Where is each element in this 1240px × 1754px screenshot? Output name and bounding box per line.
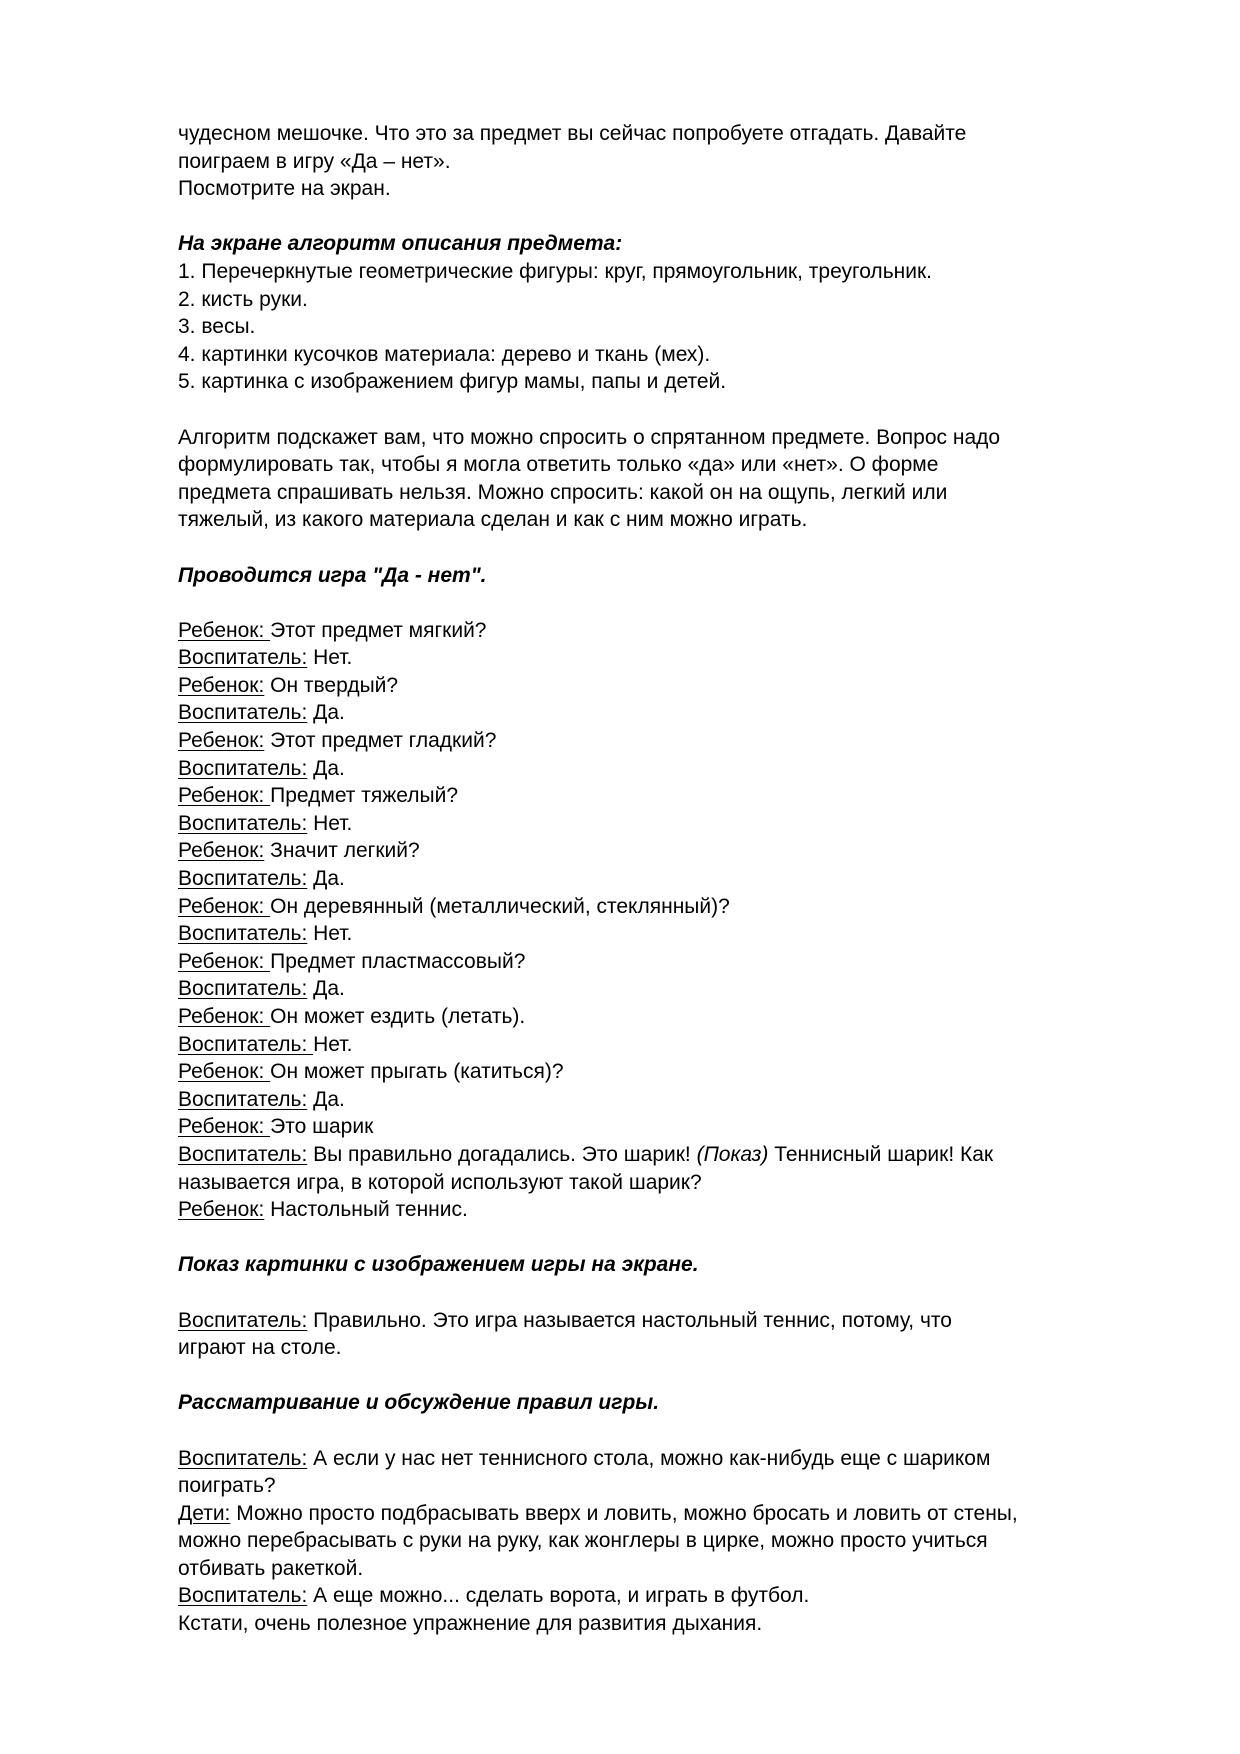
intro-paragraph <box>178 120 1158 203</box>
dialogue-line <box>178 1141 1158 1169</box>
dialogue-line <box>178 1500 1158 1528</box>
dialogue-text: Предмет пластмассовый? <box>270 949 526 973</box>
dialogue-text: Да. <box>307 1087 345 1111</box>
dialogue-text: Да. <box>307 756 345 780</box>
dialogue-text: А если у нас нет теннисного стола, можно как-нибудь еще с шариком <box>307 1446 991 1470</box>
speaker-label: Воспитатель: <box>178 1308 308 1332</box>
dialogue-text: Настольный теннис. <box>264 1198 468 1222</box>
text-line: Посмотрите на экран. <box>178 177 391 201</box>
list-item: 2. кисть руки. <box>178 287 308 311</box>
speaker-label: Воспитатель: <box>178 977 308 1001</box>
speaker-label: Ребенок: <box>178 839 265 863</box>
dialogue-line <box>178 948 1158 976</box>
dialogue-continuation: можно перебрасывать с руки на руку, как жонглеры в цирке, можно просто учиться <box>178 1529 988 1553</box>
dialogue-text: Нет. <box>313 1032 353 1056</box>
picture-heading: Показ картинки с изображением игры на экране. <box>178 1253 699 1277</box>
speaker-label: Ребенок: <box>178 949 271 973</box>
dialogue-text: Он твердый? <box>264 673 399 697</box>
speaker-label: Ребенок: <box>178 1198 265 1222</box>
dialogue-text: Этот предмет гладкий? <box>264 729 497 753</box>
dialogue-text: Да. <box>307 977 345 1001</box>
dialogue-text: Нет. <box>307 646 353 670</box>
speaker-label: Ребенок: <box>178 673 265 697</box>
game-heading: Проводится игра "Да - нет". <box>178 563 487 587</box>
dialogue-text: Вы правильно догадались. Это шарик! <box>307 1142 697 1166</box>
speaker-label: Дети: <box>178 1501 231 1525</box>
algorithm-heading: На экране алгоритм описания предмета: <box>178 232 623 256</box>
explanation-paragraph <box>178 424 1158 534</box>
speaker-label: Воспитатель: <box>178 1446 308 1470</box>
list-item: 1. Перечеркнутые геометрические фигуры: круг, прямоугольник, треугольник. <box>178 259 932 283</box>
dialogue-line <box>178 1058 1158 1086</box>
dialogue-line <box>178 1445 1158 1473</box>
dialogue-line <box>178 672 1158 700</box>
dialogue-text: Значит легкий? <box>264 839 420 863</box>
dialogue-line <box>178 1003 1158 1031</box>
speaker-label: Воспитатель: <box>178 701 308 725</box>
document-page <box>178 120 1158 1638</box>
dialogue-line <box>178 1582 1158 1610</box>
dialogue-text: Правильно. Это игра называется настольный теннис, потому, что <box>307 1308 952 1332</box>
dialogue-line <box>178 1031 1158 1059</box>
speaker-label: Воспитатель: <box>178 922 308 946</box>
dialogue-text: Это шарик <box>270 1115 374 1139</box>
dialogue-text: А еще можно... сделать ворота, и играть в футбол. <box>307 1584 810 1608</box>
speaker-label: Ребенок: <box>178 784 271 808</box>
dialogue-line <box>178 1113 1158 1141</box>
dialogue-text: Нет. <box>307 922 353 946</box>
text-line: формулировать так, чтобы я могла ответить только «да» или «нет». О форме <box>178 453 939 477</box>
dialogue-line <box>178 865 1158 893</box>
dialogue-line <box>178 1307 1158 1335</box>
speaker-label: Ребенок: <box>178 729 265 753</box>
dialogue-line <box>178 975 1158 1003</box>
speaker-label: Воспитатель: <box>178 811 308 835</box>
dialogue-list <box>178 617 1158 1141</box>
closing-line: Кстати, очень полезное упражнение для развития дыхания. <box>178 1612 763 1636</box>
dialogue-continuation: называется игра, в которой используют такой шарик? <box>178 1170 702 1194</box>
speaker-label: Воспитатель: <box>178 867 308 891</box>
dialogue-line <box>178 727 1158 755</box>
dialogue-continuation: отбивать ракеткой. <box>178 1556 364 1580</box>
speaker-label: Ребенок: <box>178 1005 271 1028</box>
dialogue-text: Нет. <box>307 811 353 835</box>
list-item: 5. картинка с изображением фигур мамы, папы и детей. <box>178 370 727 394</box>
text-line: предмета спрашивать нельзя. Можно спросить: какой он на ощупь, легкий или <box>178 480 948 504</box>
dialogue-line <box>178 810 1158 838</box>
dialogue-line <box>178 893 1158 921</box>
text-line: поиграем в игру «Да – нет». <box>178 149 451 173</box>
dialogue-text: Он может ездить (летать). <box>270 1005 526 1028</box>
speaker-label: Ребенок: <box>178 1060 271 1084</box>
dialogue-text: Он деревянный (металлический, стеклянный)? <box>270 894 730 918</box>
list-item: 4. картинки кусочков материала: дерево и ткань (мех). <box>178 342 711 366</box>
text-line: Алгоритм подскажет вам, что можно спросить о спрятанном предмете. Вопрос надо <box>178 425 1001 449</box>
dialogue-text: Этот предмет мягкий? <box>270 618 487 642</box>
dialogue-line <box>178 1086 1158 1114</box>
speaker-label: Воспитатель: <box>178 1087 308 1111</box>
speaker-label: Воспитатель: <box>178 1142 308 1166</box>
dialogue-text: Можно просто подбрасывать вверх и ловить, можно бросать и ловить от стены, <box>230 1501 1018 1525</box>
speaker-label: Воспитатель: <box>178 646 308 670</box>
dialogue-text: Да. <box>307 701 345 725</box>
dialogue-continuation: поиграть? <box>178 1474 276 1498</box>
algorithm-section <box>178 230 1158 396</box>
dialogue-line <box>178 699 1158 727</box>
speaker-label: Воспитатель: <box>178 1584 308 1608</box>
dialogue-continuation: играют на столе. <box>178 1336 342 1360</box>
dialogue-line <box>178 920 1158 948</box>
dialogue-text: Теннисный шарик! Как <box>768 1142 994 1166</box>
speaker-label: Ребенок: <box>178 894 271 918</box>
stage-direction: (Показ) <box>696 1142 769 1166</box>
list-item: 3. весы. <box>178 315 256 339</box>
speaker-label: Ребенок: <box>178 1115 271 1139</box>
dialogue-text: Он может прыгать (катиться)? <box>270 1060 564 1084</box>
dialogue-text: Предмет тяжелый? <box>270 784 459 808</box>
dialogue-line <box>178 782 1158 810</box>
dialogue-line <box>178 644 1158 672</box>
dialogue-line <box>178 837 1158 865</box>
speaker-label: Воспитатель: <box>178 756 308 780</box>
dialogue-text: Да. <box>307 867 345 891</box>
text-line: тяжелый, из какого материала сделан и как с ним можно играть. <box>178 508 808 532</box>
rules-heading: Рассматривание и обсуждение правил игры. <box>178 1391 660 1415</box>
speaker-label: Воспитатель: <box>178 1032 314 1056</box>
text-line: чудесном мешочке. Что это за предмет вы сейчас попробуете отгадать. Давайте <box>178 122 967 145</box>
speaker-label: Ребенок: <box>178 618 271 642</box>
dialogue-line <box>178 617 1158 645</box>
dialogue-line <box>178 755 1158 783</box>
dialogue-line <box>178 1196 1158 1224</box>
